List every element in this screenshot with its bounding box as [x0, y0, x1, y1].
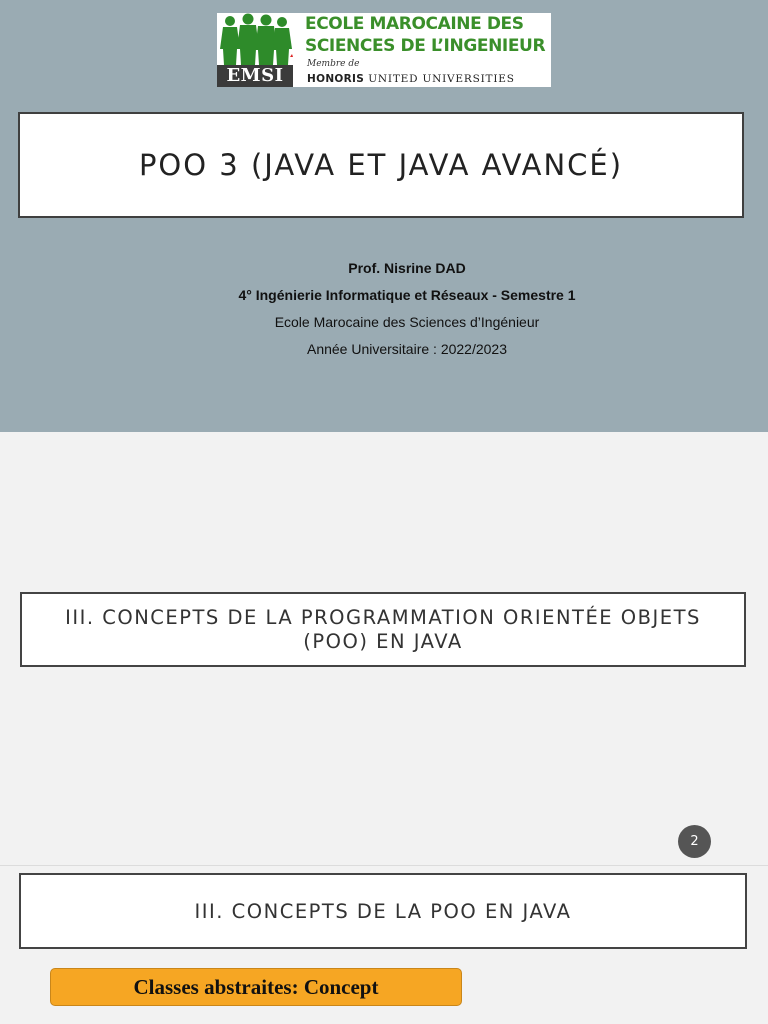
- emsi-wordmark: EMSI: [217, 65, 293, 87]
- logo-line-2: SCIENCES DE L’INGENIEUR: [305, 36, 546, 56]
- logo-line-1: ECOLE MAROCAINE DES: [305, 14, 524, 34]
- professor-name: Prof. Nisrine DAD: [348, 260, 466, 276]
- section-title-line-1: III. CONCEPTS DE LA PROGRAMMATION ORIENTÉE OBJETS: [65, 606, 701, 629]
- title-slide: [0, 0, 768, 432]
- slide3-header: III. CONCEPTS DE LA POO EN JAVA: [194, 899, 572, 923]
- section-title-line-2: (POO) EN JAVA: [303, 630, 463, 653]
- section-title-box: [20, 592, 746, 667]
- slide-divider: [0, 865, 768, 866]
- emsi-logo: [217, 13, 551, 87]
- academic-year: Année Universitaire : 2022/2023: [306, 341, 508, 357]
- course-title: POO 3 (JAVA ET JAVA AVANCÉ): [138, 148, 624, 182]
- page-number-badge: 2: [678, 825, 711, 858]
- logo-honoris: HONORIS: [307, 73, 365, 85]
- course-title-box: [18, 112, 744, 218]
- slide3-header-box: [19, 873, 747, 949]
- logo-membre: Membre de: [307, 59, 360, 69]
- school-name: Ecole Marocaine des Sciences d’Ingénieur: [274, 314, 540, 330]
- logo-network: [307, 73, 515, 85]
- logo-united: UNITED UNIVERSITIES: [368, 73, 515, 85]
- topic-banner: Classes abstraites: Concept: [50, 968, 462, 1006]
- program-name: 4° Ingénierie Informatique et Réseaux - Semestre 1: [238, 287, 576, 303]
- course-info: [0, 258, 768, 366]
